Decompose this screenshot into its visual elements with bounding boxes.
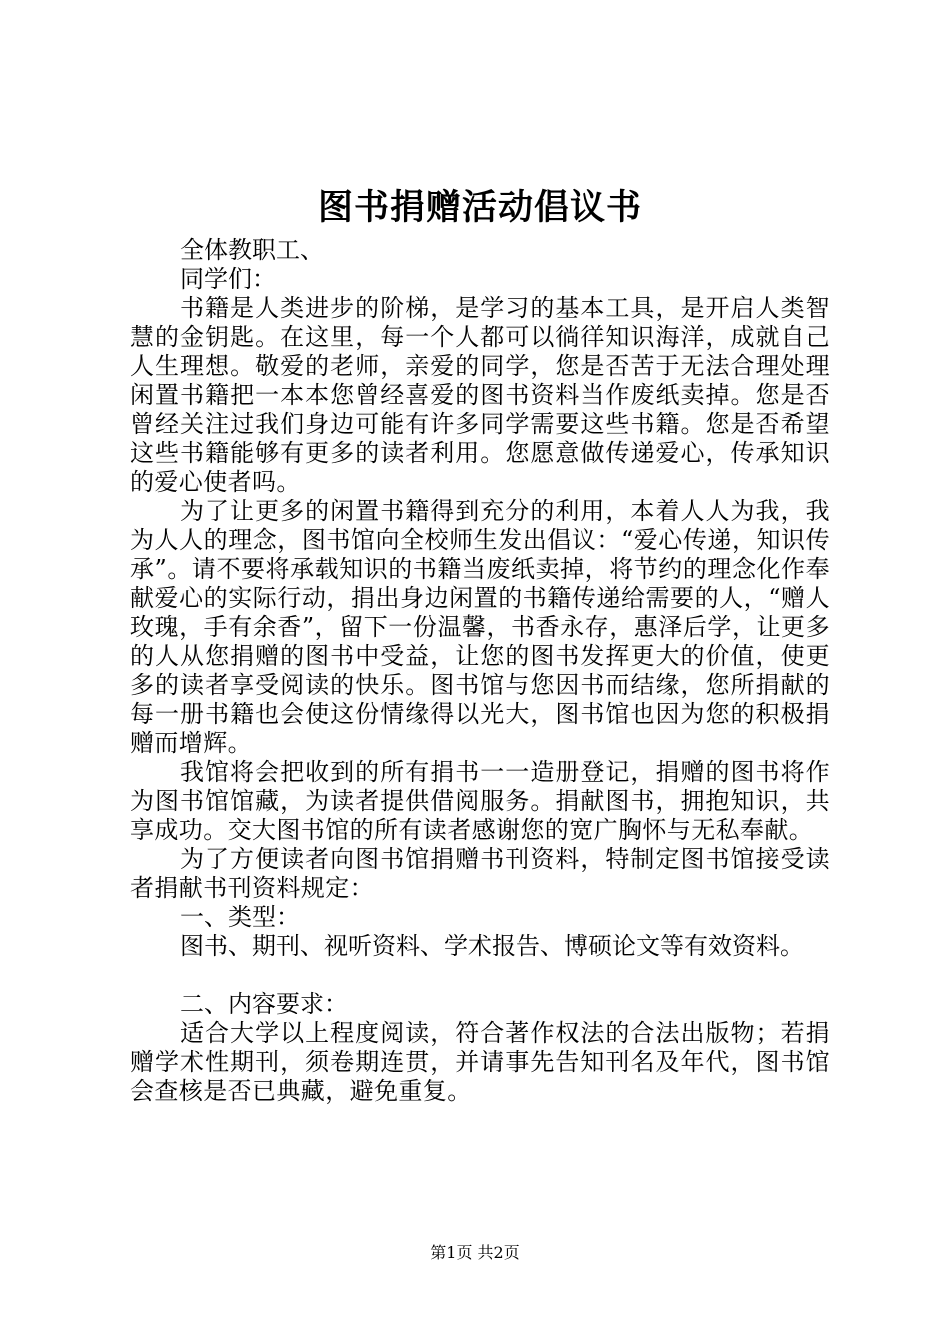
page-number-footer: 第1页 共2页 bbox=[430, 1243, 520, 1262]
blank-line bbox=[130, 961, 830, 990]
document-page bbox=[130, 180, 830, 1106]
section-2-heading: 二、内容要求： bbox=[180, 990, 348, 1018]
paragraph-3: 我馆将会把收到的所有捐书一一造册登记，捐赠的图书将作为图书馆馆藏，为读者提供借阅服务。捐献图书，拥抱知识，共享成功。交大图书馆的所有读者感谢您的宽广胸怀与无私奉献。 bbox=[130, 758, 830, 844]
document-title: 图书捐赠活动倡议书 bbox=[317, 187, 642, 228]
paragraph-2: 为了让更多的闲置书籍得到充分的利用，本着人人为我，我为人人的理念，图书馆向全校师生发出倡议：“爱心传递，知识传承”。请不要将承载知识的书籍当废纸卖掉，将节约的理念化作奉献爱心的实际行动，捐出身边闲置的书籍传递给需要的人，“赠人玫瑰，手有余香”，留下一份温馨，书香永存，惠泽后学，让更多的人从您捐赠的图书中受益，让您的图书发挥更大的价值，使更多的读者享受阅读的快乐。图书馆与您因书而结缘，您所捐献的每一册书籍也会使这份情缘得以光大，图书馆也因为您的积极捐赠而增辉。 bbox=[130, 497, 830, 757]
section-1-body: 图书、期刊、视听资料、学术报告、博硕论文等有效资料。 bbox=[180, 932, 804, 960]
salutation-line-2: 同学们： bbox=[180, 265, 276, 293]
section-2-body: 适合大学以上程度阅读，符合著作权法的合法出版物；若捐赠学术性期刊，须卷期连贯，并请事先告知刊名及年代，图书馆会查核是否已典藏，避免重复。 bbox=[130, 1019, 830, 1105]
salutation-line-1: 全体教职工、 bbox=[180, 236, 324, 264]
section-1-heading: 一、类型： bbox=[180, 903, 300, 931]
paragraph-1: 书籍是人类进步的阶梯，是学习的基本工具，是开启人类智慧的金钥匙。在这里，每一个人都可以徜徉知识海洋，成就自己人生理想。敬爱的老师，亲爱的同学，您是否苦于无法合理处理闲置书籍把一本本您曾经喜爱的图书资料当作废纸卖掉。您是否曾经关注过我们身边可能有许多同学需要这些书籍。您是否希望这些书籍能够有更多的读者利用。您愿意做传递爱心，传承知识的爱心使者吗。 bbox=[130, 294, 830, 496]
paragraph-4: 为了方便读者向图书馆捐赠书刊资料，特制定图书馆接受读者捐献书刊资料规定： bbox=[130, 845, 830, 902]
